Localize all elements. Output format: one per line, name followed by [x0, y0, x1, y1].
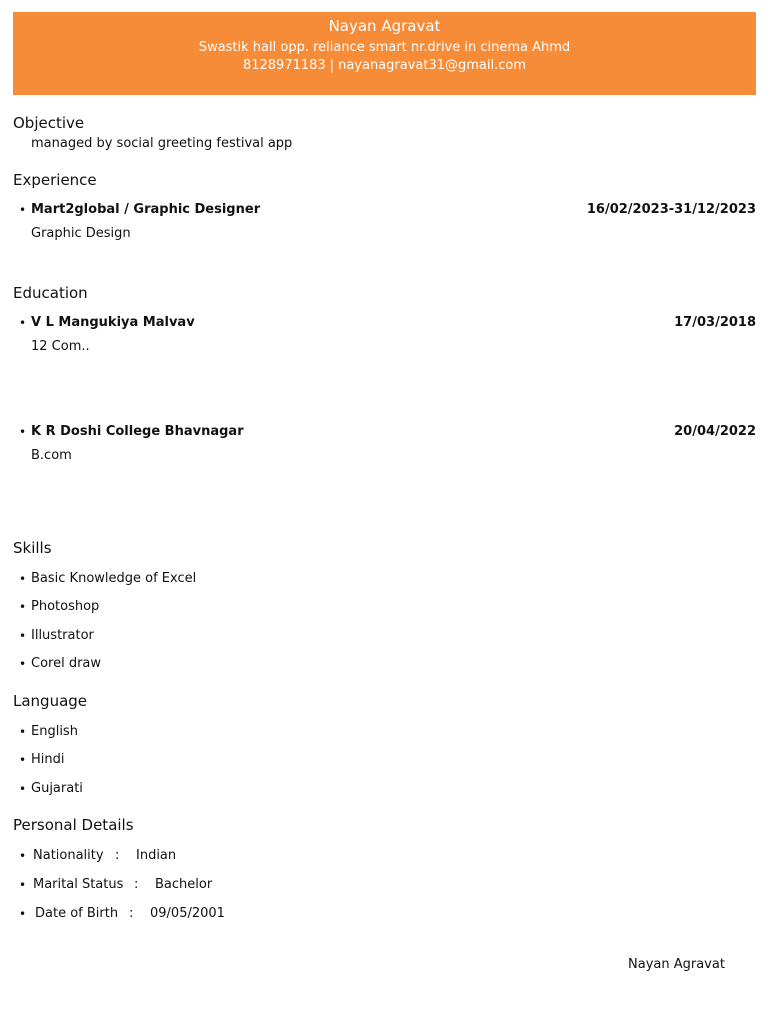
objective-text: managed by social greeting festival app — [31, 136, 293, 151]
nationality-value: Indian — [136, 848, 177, 863]
candidate-address: Swastik hall opp. reliance smart nr.drive in cinema Ahmd — [198, 40, 571, 55]
education-date: 20/04/2022 — [674, 424, 756, 439]
experience-title: Mart2global / Graphic Designer — [31, 202, 261, 217]
signature-name: Nayan Agravat — [628, 957, 725, 972]
language-item: English — [31, 724, 78, 739]
bullet-icon: • — [19, 782, 27, 796]
bullet-icon: • — [19, 657, 27, 671]
bullet-icon: • — [19, 878, 27, 892]
skill-item: Basic Knowledge of Excel — [31, 571, 197, 586]
skill-item: Illustrator — [31, 628, 94, 643]
bullet-icon: • — [19, 849, 27, 863]
resume-header — [13, 12, 756, 95]
contact-separator: | — [329, 58, 335, 73]
education-title: K R Doshi College Bhavnagar — [31, 424, 244, 439]
education-description: B.com — [31, 448, 72, 463]
skill-item: Photoshop — [31, 599, 100, 614]
language-heading: Language — [13, 692, 88, 710]
contact-line — [13, 58, 756, 73]
personal-details-heading: Personal Details — [13, 816, 134, 834]
education-date: 17/03/2018 — [674, 315, 756, 330]
date-of-birth-label: Date of Birth — [35, 906, 119, 921]
bullet-icon: • — [19, 203, 27, 217]
bullet-icon: • — [19, 316, 27, 330]
objective-heading: Objective — [13, 114, 85, 132]
experience-description: Graphic Design — [31, 226, 131, 241]
detail-colon: : — [129, 906, 134, 921]
bullet-icon: • — [19, 425, 27, 439]
education-description: 12 Com.. — [31, 339, 90, 354]
bullet-icon: • — [19, 907, 27, 921]
bullet-icon: • — [19, 600, 27, 614]
marital-status-value: Bachelor — [155, 877, 213, 892]
detail-colon: : — [134, 877, 139, 892]
date-of-birth-value: 09/05/2001 — [150, 906, 225, 921]
marital-status-label: Marital Status — [33, 877, 124, 892]
bullet-icon: • — [19, 753, 27, 767]
experience-heading: Experience — [13, 171, 97, 189]
phone-number: 8128971183 — [242, 58, 326, 73]
experience-dates: 16/02/2023-31/12/2023 — [586, 202, 756, 217]
education-title: V L Mangukiya Malvav — [31, 315, 195, 330]
nationality-label: Nationality — [33, 848, 104, 863]
bullet-icon: • — [19, 629, 27, 643]
detail-colon: : — [115, 848, 120, 863]
language-item: Gujarati — [31, 781, 83, 796]
education-heading: Education — [13, 284, 88, 302]
email-address: nayanagravat31@gmail.com — [338, 58, 527, 73]
skills-heading: Skills — [13, 539, 52, 557]
candidate-name: Nayan Agravat — [328, 17, 441, 35]
bullet-icon: • — [19, 572, 27, 586]
bullet-icon: • — [19, 725, 27, 739]
language-item: Hindi — [31, 752, 65, 767]
skill-item: Corel draw — [31, 656, 102, 671]
